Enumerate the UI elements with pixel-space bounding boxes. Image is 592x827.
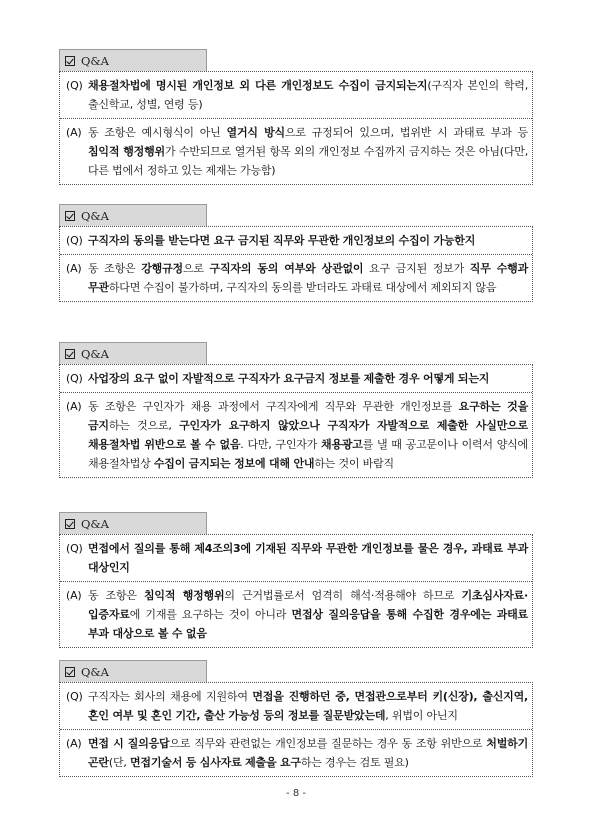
checkbox-icon bbox=[65, 519, 75, 529]
qa-tag: Q&A bbox=[59, 660, 207, 682]
page-number: - 8 - bbox=[286, 788, 306, 799]
answer-row bbox=[60, 393, 532, 477]
text-segment: 동 조항은 bbox=[88, 262, 142, 275]
text-segment: 구직자의 동의 여부와 상관없이 bbox=[209, 262, 364, 275]
question-row bbox=[60, 365, 532, 393]
answer-row bbox=[60, 119, 532, 184]
text-segment: 면접 시 질의응답 bbox=[88, 737, 170, 750]
text-segment: 동 조항은 예시형식이 아닌 bbox=[88, 126, 227, 139]
text-segment: 가 수반되므로 열거된 항목 외의 개인정보 수집까지 금지하는 것은 아님(다만, 다른 법에서 정하고 있는 제재는 가능함) bbox=[88, 145, 528, 177]
question-label: (Q) bbox=[66, 542, 83, 555]
qa-tag: Q&A bbox=[59, 512, 207, 534]
text-segment: 구직자는 회사의 채용에 지원하여 bbox=[88, 690, 253, 703]
text-segment: 면접기술서 등 심사자료 제출을 요구 bbox=[129, 756, 301, 769]
question-text bbox=[88, 369, 528, 388]
text-segment: (단, bbox=[108, 756, 130, 769]
text-segment: 면접에서 질의를 통해 제4조의3에 기재된 직무와 무관한 개인정보를 물은 경우, 과태료 부과 대상인지 bbox=[88, 542, 528, 574]
text-segment: (구직자 본인의 학력, 출신학교, 성별, 연령 등) bbox=[88, 79, 528, 111]
text-segment: 하는 것으로, bbox=[108, 419, 180, 432]
text-segment: 요구하는 것을 금지 bbox=[88, 400, 528, 432]
text-segment: 으로 bbox=[182, 262, 210, 275]
qa-box bbox=[59, 226, 533, 302]
question-text bbox=[88, 76, 528, 114]
question-label: (Q) bbox=[66, 234, 83, 247]
text-segment: 강행규정 bbox=[141, 262, 183, 275]
answer-row bbox=[60, 582, 532, 647]
text-segment: , 위법이 아닌지 bbox=[385, 709, 458, 722]
answer-text bbox=[88, 397, 528, 473]
text-segment: 수집이 금지되는 정보에 대해 안내 bbox=[153, 457, 315, 470]
checkbox-icon bbox=[65, 349, 75, 359]
question-text bbox=[88, 231, 528, 250]
question-label: (Q) bbox=[66, 690, 83, 703]
answer-text bbox=[88, 586, 528, 643]
qa-block-2 bbox=[59, 204, 533, 302]
qa-block-5 bbox=[59, 660, 533, 777]
text-segment: 요구 금지된 정보가 bbox=[363, 262, 470, 275]
answer-label: (A) bbox=[66, 262, 82, 275]
qa-box bbox=[59, 71, 533, 185]
text-segment: 면접을 진행하던 중, 면접관으로부터 키(신장), 출신지역, 혼인 여부 및 혼인 기간, 출산 가능성 등의 정보를 질문받았는데 bbox=[88, 690, 529, 722]
question-label: (Q) bbox=[66, 79, 83, 92]
checkbox-icon bbox=[65, 667, 75, 677]
qa-box bbox=[59, 364, 533, 478]
answer-text bbox=[88, 259, 528, 297]
text-segment: 사업장의 요구 없이 자발적으로 구직자가 요구금지 정보를 제출한 경우 어떻게 되는지 bbox=[88, 372, 490, 385]
answer-label: (A) bbox=[66, 589, 82, 602]
qa-box bbox=[59, 682, 533, 777]
text-segment: . 다만, 구인자가 bbox=[240, 438, 322, 451]
answer-text bbox=[88, 123, 528, 180]
answer-label: (A) bbox=[66, 737, 82, 750]
text-segment: 면접상 질의응답을 통해 수집한 경우에는 과태료 부과 대상으로 볼 수 없음 bbox=[88, 608, 528, 640]
text-segment: 의 근거법률로서 엄격히 해석·적용해야 하므로 bbox=[224, 589, 462, 602]
answer-text bbox=[88, 734, 528, 772]
qa-block-1 bbox=[59, 49, 533, 185]
text-segment: 침익적 행정행위 bbox=[143, 589, 225, 602]
qa-tag: Q&A bbox=[59, 204, 207, 226]
question-row bbox=[60, 683, 532, 730]
text-segment: 를 낼 때 공고문이나 이력서 양식에 채용절차법상 bbox=[88, 438, 528, 470]
qa-tag: Q&A bbox=[59, 342, 207, 364]
answer-row bbox=[60, 255, 532, 301]
text-segment: 처벌하기 곤란 bbox=[88, 737, 529, 769]
question-label: (Q) bbox=[66, 372, 83, 385]
text-segment: 하는 경우는 검토 필요) bbox=[300, 756, 409, 769]
text-segment: 하다면 수집이 불가하며, 구직자의 동의를 받더라도 과태료 대상에서 제외되지 않음 bbox=[108, 281, 497, 294]
text-segment: 으로 규정되어 있으며, 법위반 시 과태료 부과 등 bbox=[284, 126, 529, 139]
text-segment: 동 조항은 구인자가 채용 과정에서 구직자에게 직무와 무관한 개인정보를 bbox=[88, 400, 459, 413]
text-segment: 직무 수행과 무관 bbox=[88, 262, 529, 294]
qa-box bbox=[59, 534, 533, 648]
question-text bbox=[88, 687, 528, 725]
text-segment: 하는 것이 바람직 bbox=[314, 457, 394, 470]
answer-label: (A) bbox=[66, 400, 82, 413]
text-segment: 채용광고 bbox=[321, 438, 363, 451]
text-segment: 기초심사자료·입증자료 bbox=[88, 589, 529, 621]
text-segment: 으로 직무와 관련없는 개인정보를 질문하는 경우 동 조항 위반으로 bbox=[169, 737, 487, 750]
answer-row bbox=[60, 730, 532, 776]
checkbox-icon bbox=[65, 56, 75, 66]
text-segment: 에 기재를 요구하는 것이 아니라 bbox=[129, 608, 292, 621]
checkbox-icon bbox=[65, 211, 75, 221]
text-segment: 열거식 방식 bbox=[226, 126, 285, 139]
question-row bbox=[60, 227, 532, 255]
qa-block-4 bbox=[59, 512, 533, 648]
question-text bbox=[88, 539, 528, 577]
text-segment: 동 조항은 bbox=[88, 589, 144, 602]
text-segment: 침익적 행정행위 bbox=[88, 145, 165, 158]
qa-tag: Q&A bbox=[59, 49, 207, 71]
question-row bbox=[60, 72, 532, 119]
text-segment: 채용절차법에 명시된 개인정보 외 다른 개인정보도 수집이 금지되는지 bbox=[88, 79, 428, 92]
question-row bbox=[60, 535, 532, 582]
text-segment: 구인자가 요구하지 않았으나 구직자가 자발적으로 제출한 사실만으로 채용절차법 위반으로 볼 수 없음 bbox=[88, 419, 528, 451]
answer-label: (A) bbox=[66, 126, 82, 139]
qa-block-3 bbox=[59, 342, 533, 478]
text-segment: 구직자의 동의를 받는다면 요구 금지된 직무와 무관한 개인정보의 수집이 가능한지 bbox=[88, 234, 476, 247]
